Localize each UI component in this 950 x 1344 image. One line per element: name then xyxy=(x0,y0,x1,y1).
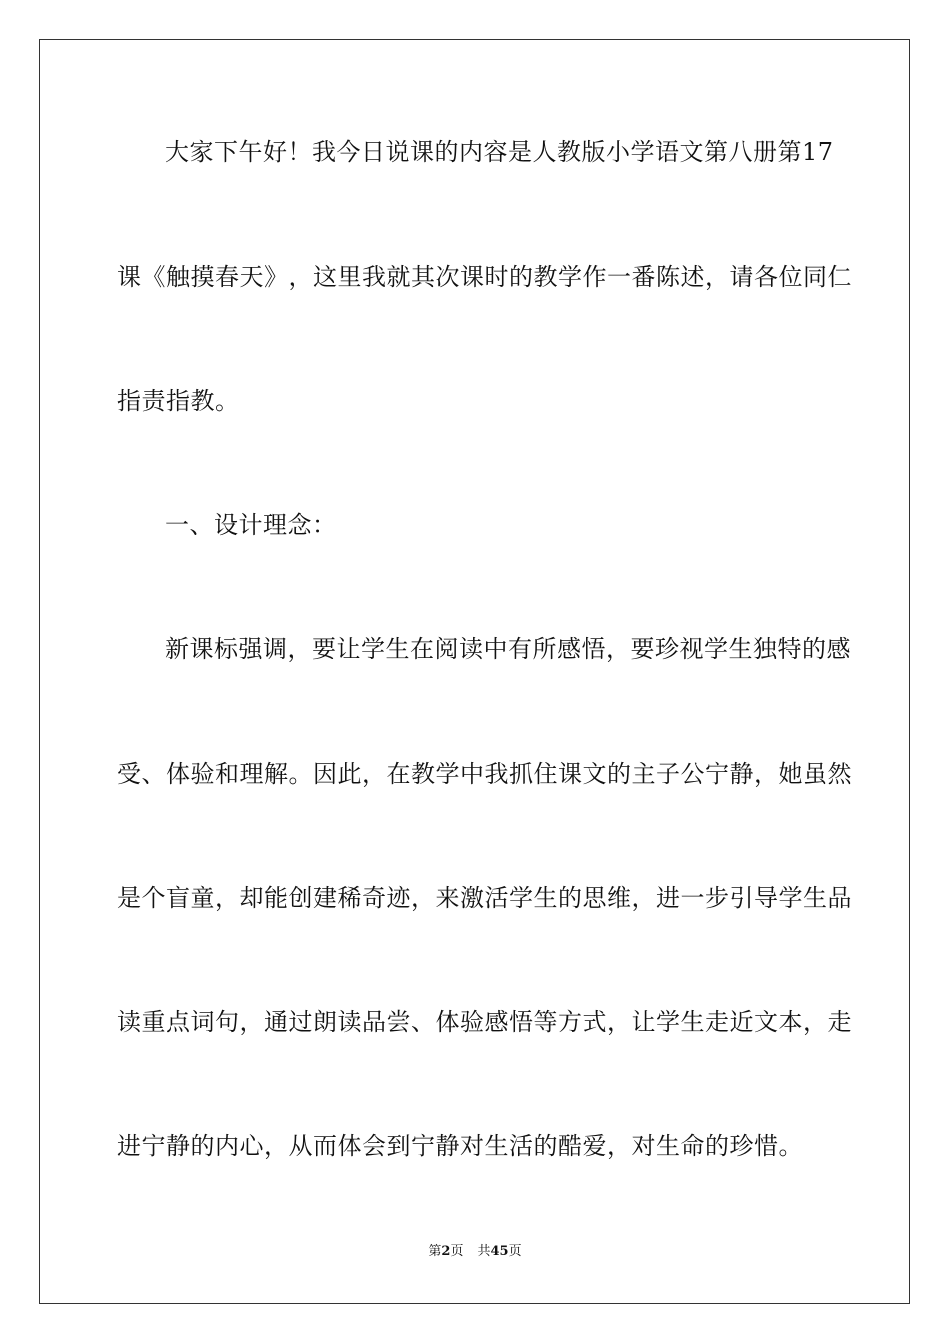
text-line-9: 进宁静的内心，从而体会到宁静对生活的酷爱，对生命的珍惜。 xyxy=(117,1132,803,1160)
text-line-6: 受 、 体 验 和 理 解 。 因 此 ， 在 教 学 中 我 抓 住 课 文 的 主 子 公 宁 静 ， 她 虽 然 xyxy=(117,760,852,788)
text-line-2: 课 《 触 摸 春 天 》 ， 这 里 我 就 其 次 课 时 的 教 学 作 一 番 陈 述 ， 请 各 位 同 仁 xyxy=(117,263,852,291)
text-line-5: 新 课 标 强 调 ， 要 让 学 生 在 阅 读 中 有 所 感 悟 ， 要 珍 视 学 生 独 特 的 感 xyxy=(165,635,851,663)
page-border xyxy=(39,39,910,1304)
page-footer xyxy=(0,1243,950,1261)
footer-total-prefix: 共 xyxy=(477,1244,491,1259)
text-line-7: 是 个 盲 童 ， 却 能 创 建 稀 奇 迹 ， 来 激 活 学 生 的 思 维 ， 进 一 步 引 导 学 生 品 xyxy=(117,884,852,912)
footer-total-suffix: 页 xyxy=(508,1244,522,1259)
footer-page-suffix: 页 xyxy=(450,1244,464,1259)
text-line-3: 指责指教。 xyxy=(117,387,240,415)
footer-page-number: 2 xyxy=(441,1244,451,1259)
footer-page-prefix: 第 xyxy=(428,1244,442,1259)
footer-total-number: 45 xyxy=(490,1244,509,1259)
section-heading: 一、设计理念： xyxy=(165,511,337,539)
text-line-8: 读 重 点 词 句 ， 通 过 朗 读 品 尝 、 体 验 感 悟 等 方 式 ， 让 学 生 走 近 文 本 ， 走 xyxy=(117,1008,852,1036)
text-line-1: 大 家 下 午 好 ！ 我 今 日 说 课 的 内 容 是 人 教 版 小 学 语 文 第 八 册 第 17 xyxy=(165,138,834,166)
